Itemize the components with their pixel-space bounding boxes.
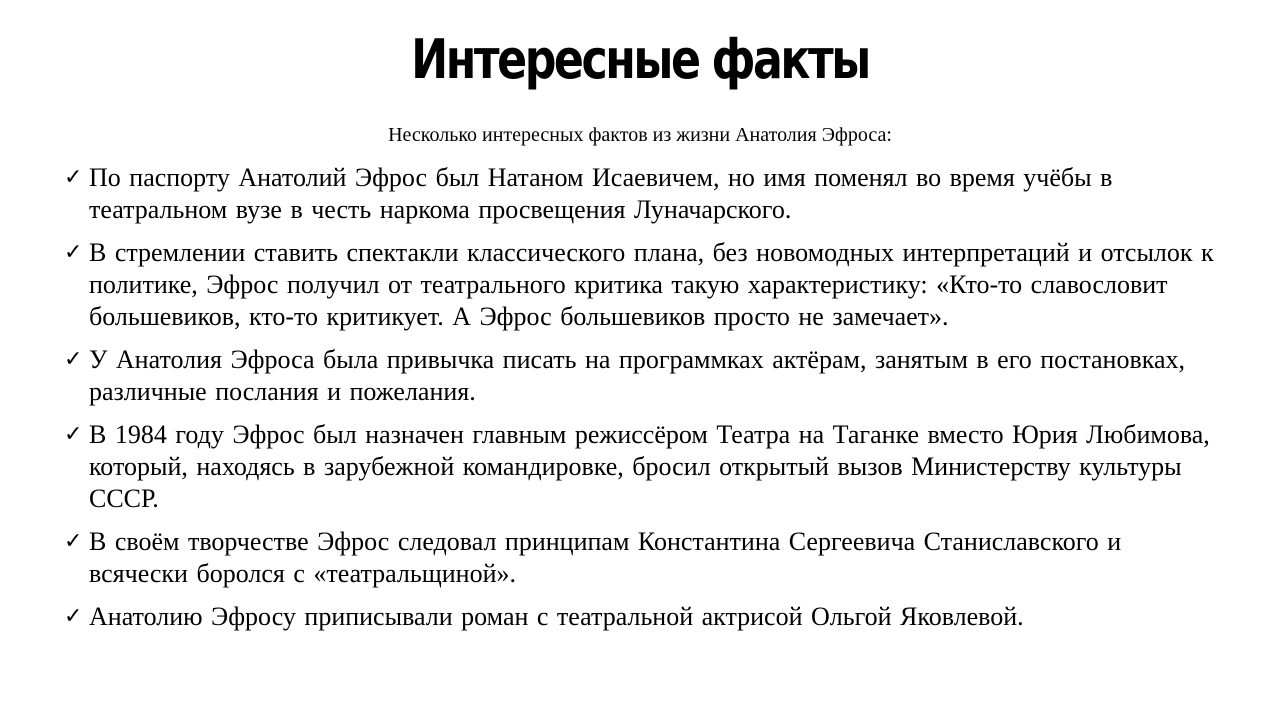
checkmark-icon: ✓ (64, 347, 83, 372)
fact-text: Анатолию Эфросу приписывали роман с театральной актрисой Ольгой Яковлевой. (89, 602, 1024, 631)
slide-subtitle: Несколько интересных фактов из жизни Анатолия Эфроса: (388, 124, 892, 146)
fact-item (64, 526, 1216, 590)
fact-item (64, 344, 1216, 408)
checkmark-icon: ✓ (64, 240, 83, 265)
checkmark-icon: ✓ (64, 604, 83, 629)
facts-list (64, 162, 1216, 644)
fact-text: В своём творчестве Эфрос следовал принципам Константина Сергеевича Станиславского и всячески боролся с «театральщиной». (89, 527, 1122, 588)
fact-item (64, 419, 1216, 515)
fact-item (64, 162, 1216, 226)
checkmark-icon: ✓ (64, 165, 83, 190)
fact-text: В 1984 году Эфрос был назначен главным режиссёром Театра на Таганке вместо Юрия Любимова, который, находясь в зарубежной командировке, бросил открытый вызов Министерству культуры СССР. (89, 420, 1210, 513)
fact-text: У Анатолия Эфроса была привычка писать на программках актёрам, занятым в его постановках, различные послания и пожелания. (89, 345, 1186, 406)
fact-item (64, 237, 1216, 333)
fact-text: По паспорту Анатолий Эфрос был Натаном Исаевичем, но имя поменял во время учёбы в театральном вузе в честь наркома просвещения Луначарского. (89, 163, 1113, 224)
checkmark-icon: ✓ (64, 422, 83, 447)
slide-title: Интересные факты (411, 28, 869, 91)
fact-text: В стремлении ставить спектакли классического плана, без новомодных интерпретаций и отсылок к политике, Эфрос получил от театрального критика такую характеристику: «Кто-то славословит большевиков, кто-то критикует. А Эфрос большевиков просто не замечает». (89, 238, 1214, 331)
fact-item (64, 601, 1216, 633)
checkmark-icon: ✓ (64, 529, 83, 554)
